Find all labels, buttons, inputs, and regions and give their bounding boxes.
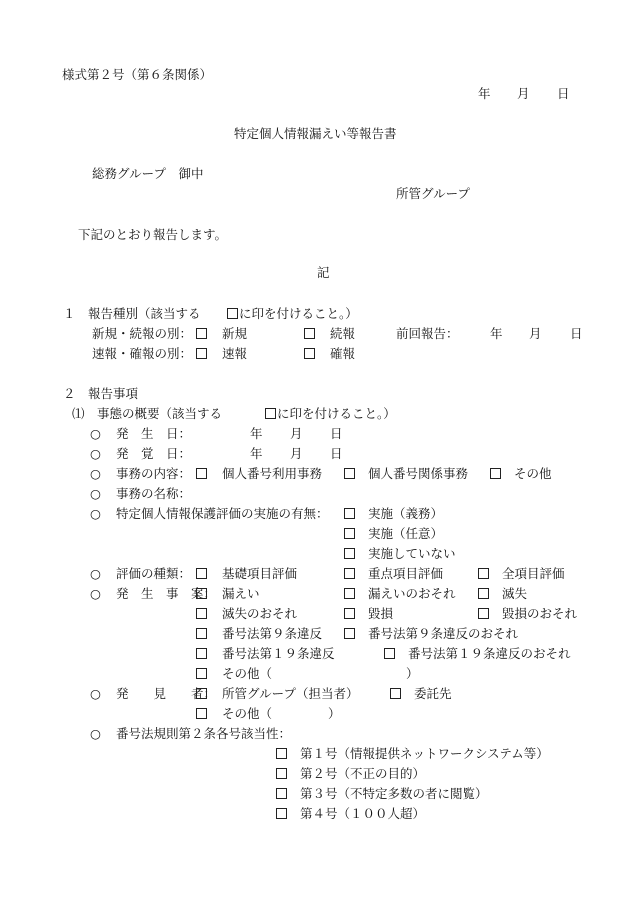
disc-date-label: 発 覚 日：: [116, 446, 192, 461]
disc-day: 日: [330, 446, 343, 461]
circle-bullet: ○: [90, 446, 101, 461]
disc-year: 年: [250, 446, 263, 461]
content-opt-0: 個人番号利用事務: [222, 466, 323, 481]
occur-date-label: 発 生 日：: [116, 426, 192, 441]
checkbox-assess-2[interactable]: [344, 548, 355, 559]
circle-bullet: ○: [90, 486, 101, 501]
event-opt-0: 漏えい: [222, 586, 260, 601]
finder-opt-2-close: ）: [328, 706, 341, 721]
s2-sub1: ⑴ 事態の概要（該当する: [72, 406, 223, 421]
intro-text: 下記のとおり報告します。: [78, 227, 228, 242]
checkbox-event-9[interactable]: [384, 648, 395, 659]
assess-opt-0: 実施（義務）: [368, 506, 444, 521]
content-opt-1: 個人番号関係事務: [368, 466, 469, 481]
event-opt-7: 番号法第９条違反のおそれ: [368, 626, 519, 641]
checkbox-event-2[interactable]: [478, 588, 489, 599]
event-opt-5: 毀損のおそれ: [502, 606, 578, 621]
checkbox-eval-1[interactable]: [344, 568, 355, 579]
prev-month: 月: [529, 326, 542, 341]
addressee: 総務グループ 御中: [92, 166, 204, 181]
checkbox-finder-1[interactable]: [390, 688, 401, 699]
checkbox-event-6[interactable]: [196, 628, 207, 639]
occur-month: 月: [290, 426, 303, 441]
checkbox-new[interactable]: [196, 328, 207, 339]
event-opt-3: 滅失のおそれ: [222, 606, 298, 621]
opt-confirm: 確報: [330, 346, 356, 361]
event-opt-10-close: ）: [406, 666, 419, 681]
circle-bullet: ○: [90, 426, 101, 441]
rule-opt-0: 第１号（情報提供ネットワークシステム等）: [300, 746, 549, 761]
document-title: 特定個人情報漏えい等報告書: [234, 126, 397, 141]
checkbox-event-10[interactable]: [196, 668, 207, 679]
finder-opt-1: 委託先: [414, 686, 452, 701]
checkbox-prompt[interactable]: [196, 348, 207, 359]
checkbox-confirm[interactable]: [304, 348, 315, 359]
prev-report-label: 前回報告：: [396, 326, 459, 341]
s2-heading: ２ 報告事項: [63, 386, 139, 401]
finder-label: 発 見 者：: [116, 686, 217, 701]
finder-opt-0: 所管グループ（担当者）: [222, 686, 359, 701]
disc-month: 月: [290, 446, 303, 461]
event-opt-2: 滅失: [502, 586, 528, 601]
affairs-name-label: 事務の名称：: [116, 486, 192, 501]
prompt-confirm-label: 速報・確報の別：: [92, 346, 193, 361]
rule-opt-2: 第３号（不特定多数の者に閲覧）: [300, 786, 488, 801]
s2-sub1-tail: に印を付けること。）: [277, 406, 396, 421]
rule-opt-1: 第２号（不正の目的）: [300, 766, 426, 781]
checkbox-content-0[interactable]: [196, 468, 207, 479]
checkbox-sample: [227, 308, 238, 319]
checkbox-content-2[interactable]: [490, 468, 501, 479]
checkbox-event-5[interactable]: [478, 608, 489, 619]
checkbox-event-3[interactable]: [196, 608, 207, 619]
checkbox-finder-0[interactable]: [196, 688, 207, 699]
ki-marker: 記: [317, 265, 330, 280]
checkbox-assess-1[interactable]: [344, 528, 355, 539]
rule-label: 番号法規則第２条各号該当性：: [116, 726, 292, 741]
rule-opt-3: 第４号（１００人超）: [300, 806, 426, 821]
s1-heading: １ 報告種別（該当する: [63, 306, 201, 321]
content-label: 事務の内容：: [116, 466, 192, 481]
date-day: 日: [557, 86, 570, 101]
event-opt-6: 番号法第９条違反: [222, 626, 323, 641]
checkbox-event-7[interactable]: [344, 628, 355, 639]
checkbox-assess-0[interactable]: [344, 508, 355, 519]
form-number: 様式第２号（第６条関係）: [62, 67, 213, 82]
finder-opt-2: その他（: [222, 706, 273, 721]
sender-group: 所管グループ: [396, 186, 471, 201]
event-opt-4: 毀損: [368, 606, 394, 621]
checkbox-content-1[interactable]: [344, 468, 355, 479]
eval-opt-1: 重点項目評価: [368, 566, 444, 581]
checkbox-rule-0[interactable]: [276, 748, 287, 759]
content-opt-2: その他: [514, 466, 552, 481]
circle-bullet: ○: [90, 686, 101, 701]
checkbox-event-4[interactable]: [344, 608, 355, 619]
event-opt-10: その他（: [222, 666, 273, 681]
checkbox-event-0[interactable]: [196, 588, 207, 599]
opt-prompt: 速報: [222, 346, 248, 361]
assess-opt-1: 実施（任意）: [368, 526, 444, 541]
assessment-label: 特定個人情報保護評価の実施の有無：: [116, 506, 329, 521]
event-label: 発 生 事 案：: [116, 586, 217, 601]
checkbox-rule-2[interactable]: [276, 788, 287, 799]
new-followup-label: 新規・続報の別：: [92, 326, 193, 341]
prev-day: 日: [570, 326, 583, 341]
checkbox-eval-0[interactable]: [196, 568, 207, 579]
checkbox-event-1[interactable]: [344, 588, 355, 599]
checkbox-event-8[interactable]: [196, 648, 207, 659]
circle-bullet: ○: [90, 566, 101, 581]
occur-year: 年: [250, 426, 263, 441]
circle-bullet: ○: [90, 586, 101, 601]
date-year: 年: [478, 86, 491, 101]
event-opt-9: 番号法第１９条違反のおそれ: [408, 646, 571, 661]
checkbox-followup[interactable]: [304, 328, 315, 339]
eval-type-label: 評価の種類：: [116, 566, 192, 581]
checkbox-rule-1[interactable]: [276, 768, 287, 779]
eval-opt-0: 基礎項目評価: [222, 566, 298, 581]
date-month: 月: [517, 86, 530, 101]
circle-bullet: ○: [90, 466, 101, 481]
circle-bullet: ○: [90, 506, 101, 521]
event-opt-1: 漏えいのおそれ: [368, 586, 456, 601]
opt-followup: 続報: [330, 326, 356, 341]
checkbox-eval-2[interactable]: [478, 568, 489, 579]
assess-opt-2: 実施していない: [368, 546, 456, 561]
occur-day: 日: [330, 426, 343, 441]
circle-bullet: ○: [90, 726, 101, 741]
s1-heading-tail: に印を付けること。）: [239, 306, 358, 321]
opt-new: 新規: [222, 326, 248, 341]
eval-opt-2: 全項目評価: [502, 566, 565, 581]
prev-year: 年: [490, 326, 503, 341]
checkbox-finder-2[interactable]: [196, 708, 207, 719]
event-opt-8: 番号法第１９条違反: [222, 646, 335, 661]
checkbox-rule-3[interactable]: [276, 808, 287, 819]
checkbox-sample-2: [265, 408, 276, 419]
